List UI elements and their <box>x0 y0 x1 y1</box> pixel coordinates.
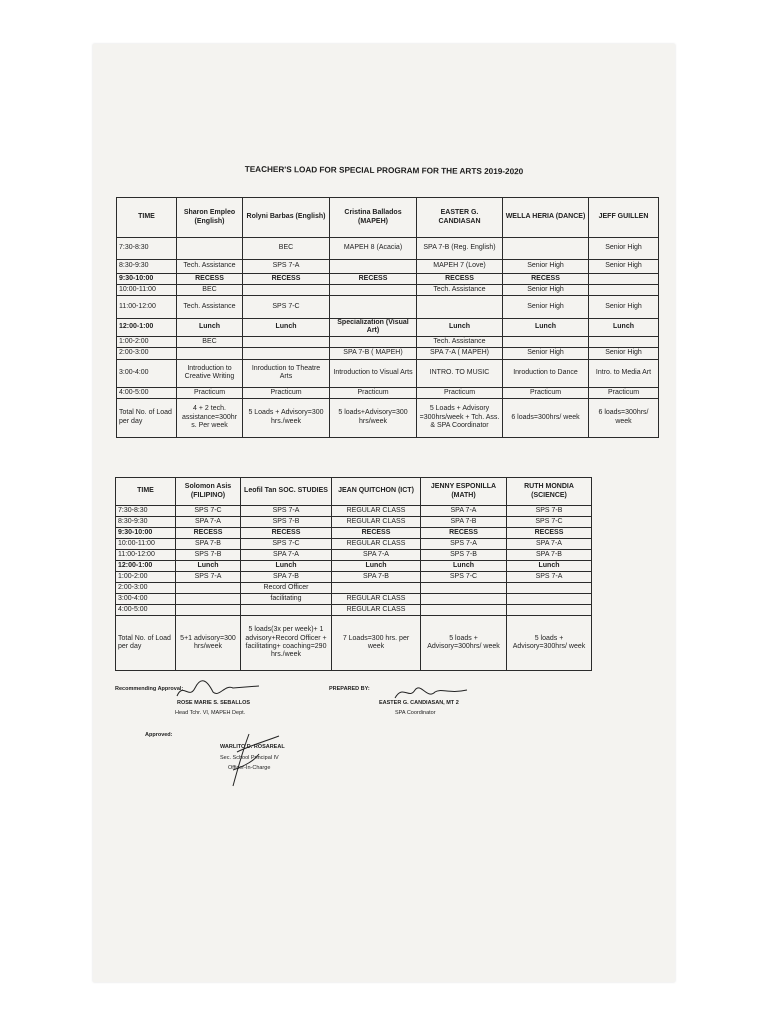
schedule-cell: SPA 7-B <box>332 572 421 583</box>
schedule-cell: Senior High <box>503 260 589 274</box>
schedule-cell: 5 loads + Advisory=300hrs/ week <box>507 616 592 671</box>
approved-label: Approved: <box>145 732 173 738</box>
schedule-cell: 5 Loads + Advisory =300hrs/week + Tch. Ass. & SPA Coordinator <box>417 398 503 437</box>
schedule-cell: Practicum <box>243 387 330 398</box>
schedule-cell: SPA 7-B ( MAPEH) <box>330 347 417 359</box>
table-row <box>117 274 659 285</box>
schedule-cell: SPS 7-C <box>241 539 332 550</box>
table-row <box>117 398 659 437</box>
schedule-cell: Senior High <box>503 285 589 296</box>
prepared-title: SPA Coordinator <box>395 710 436 716</box>
schedule-cell: Tech. Assistance <box>417 336 503 347</box>
schedule-cell: REGULAR CLASS <box>332 517 421 528</box>
schedule-cell: 5+1 advisory=300 hrs/week <box>176 616 241 671</box>
schedule-cell: Practicum <box>177 387 243 398</box>
approved-name: WARLITO D. ROSAREAL <box>220 744 285 750</box>
schedule-cell: BEC <box>177 336 243 347</box>
schedule-cell: SPS 7-B <box>241 517 332 528</box>
schedule-cell <box>330 285 417 296</box>
schedule-cell <box>176 594 241 605</box>
schedule-cell: SPA 7-B (Reg. English) <box>417 238 503 260</box>
table-row <box>117 347 659 359</box>
time-cell: 4:00-5:00 <box>116 605 176 616</box>
time-cell: 1:00-2:00 <box>116 572 176 583</box>
time-cell: 2:00-3:00 <box>116 583 176 594</box>
table-row <box>117 285 659 296</box>
time-cell: 7:30-8:30 <box>117 238 177 260</box>
time-cell: 8:30-9:30 <box>116 517 176 528</box>
approved-signature <box>219 730 289 794</box>
schedule-cell <box>243 336 330 347</box>
time-cell: 12:00-1:00 <box>116 561 176 572</box>
table-row <box>117 296 659 319</box>
schedule-cell <box>507 594 592 605</box>
table-row <box>116 616 592 671</box>
schedule-cell: Lunch <box>177 319 243 337</box>
header-cell: Sharon Empleo (English) <box>177 198 243 238</box>
schedule-cell: 5 Loads + Advisory=300 hrs./week <box>243 398 330 437</box>
time-cell: 7:30-8:30 <box>116 506 176 517</box>
schedule-cell: REGULAR CLASS <box>332 594 421 605</box>
recommending-label: Recommending Approval: <box>115 686 184 692</box>
schedule-cell: Lunch <box>507 561 592 572</box>
table-row <box>117 359 659 387</box>
schedule-cell: Introduction to Visual Arts <box>330 359 417 387</box>
schedule-cell: INTRO. TO MUSIC <box>417 359 503 387</box>
schedule-cell <box>507 605 592 616</box>
schedule-cell: Senior High <box>589 296 659 319</box>
table-header-row <box>116 478 592 506</box>
schedule-cell <box>330 296 417 319</box>
time-cell: 12:00-1:00 <box>117 319 177 337</box>
header-cell: JENNY ESPONILLA (MATH) <box>421 478 507 506</box>
table-row <box>116 528 592 539</box>
header-cell: TIME <box>117 198 177 238</box>
schedule-cell: SPS 7-A <box>241 506 332 517</box>
schedule-cell: SPA 7-A <box>241 550 332 561</box>
time-cell: 9:30-10:00 <box>116 528 176 539</box>
prepared-label: PREPARED BY: <box>329 686 370 692</box>
schedule-cell <box>589 336 659 347</box>
document-page <box>93 44 675 982</box>
time-cell: 9:30-10:00 <box>117 274 177 285</box>
header-cell: Cristina Ballados (MAPEH) <box>330 198 417 238</box>
schedule-cell: SPA 7-B <box>176 539 241 550</box>
schedule-cell: RECESS <box>421 528 507 539</box>
time-cell: 11:00-12:00 <box>117 296 177 319</box>
header-cell: JEFF GUILLEN <box>589 198 659 238</box>
schedule-cell: Senior High <box>503 296 589 319</box>
prepared-name: EASTER G. CANDIASAN, MT 2 <box>379 700 459 706</box>
schedule-cell: Lunch <box>176 561 241 572</box>
time-cell: 1:00-2:00 <box>117 336 177 347</box>
schedule-cell <box>417 296 503 319</box>
schedule-cell: SPS 7-B <box>421 550 507 561</box>
schedule-cell: Inroduction to Dance <box>503 359 589 387</box>
schedule-cell <box>243 285 330 296</box>
schedule-cell: RECESS <box>243 274 330 285</box>
schedule-cell <box>330 336 417 347</box>
schedule-cell: RECESS <box>507 528 592 539</box>
document-title: TEACHER'S LOAD FOR SPECIAL PROGRAM FOR THE ARTS 2019-2020 <box>244 164 524 177</box>
schedule-cell <box>177 347 243 359</box>
header-cell: WELLA HERIA (DANCE) <box>503 198 589 238</box>
schedule-cell <box>421 583 507 594</box>
schedule-cell: Practicum <box>503 387 589 398</box>
schedule-cell <box>330 260 417 274</box>
table-header-row <box>117 198 659 238</box>
recommending-signature <box>173 676 263 702</box>
schedule-cell: Introduction to Creative Writing <box>177 359 243 387</box>
schedule-cell: RECESS <box>241 528 332 539</box>
schedule-cell <box>589 274 659 285</box>
table-row <box>117 319 659 337</box>
approved-title: Sec. School Principal IV <box>220 755 279 761</box>
schedule-cell: Specialization (Visual Art) <box>330 319 417 337</box>
table-row <box>116 572 592 583</box>
table-row <box>117 260 659 274</box>
table-row <box>116 550 592 561</box>
schedule-cell <box>589 285 659 296</box>
schedule-cell: SPA 7-B <box>507 550 592 561</box>
schedule-cell: Inroduction to Theatre Arts <box>243 359 330 387</box>
schedule-cell: 5 loads+Advisory=300 hrs/week <box>330 398 417 437</box>
table-row <box>116 539 592 550</box>
time-cell: Total No. of Load per day <box>116 616 176 671</box>
schedule-cell: MAPEH 7 (Love) <box>417 260 503 274</box>
schedule-cell: RECESS <box>417 274 503 285</box>
schedule-cell: SPS 7-C <box>421 572 507 583</box>
schedule-cell: 4 + 2 tech. assistance=300hr s. Per week <box>177 398 243 437</box>
schedule-cell <box>421 594 507 605</box>
schedule-cell: SPS 7-A <box>243 260 330 274</box>
schedule-cell: Practicum <box>330 387 417 398</box>
schedule-cell: SPA 7-A <box>507 539 592 550</box>
header-cell: Rolyni Barbas (English) <box>243 198 330 238</box>
schedule-cell: 6 loads=300hrs/ week <box>589 398 659 437</box>
schedule-cell: Tech. Assistance <box>177 296 243 319</box>
time-cell: 8:30-9:30 <box>117 260 177 274</box>
schedule-cell: Intro. to Media Art <box>589 359 659 387</box>
schedule-cell <box>176 583 241 594</box>
schedule-cell: facilitating <box>241 594 332 605</box>
schedule-cell: 5 loads + Advisory=300hrs/ week <box>421 616 507 671</box>
schedule-cell <box>332 583 421 594</box>
schedule-cell: Senior High <box>589 347 659 359</box>
schedule-cell: Lunch <box>589 319 659 337</box>
schedule-cell: BEC <box>243 238 330 260</box>
schedule-cell: Practicum <box>417 387 503 398</box>
schedule-cell: Practicum <box>589 387 659 398</box>
recommending-title: Head Tchr. VI, MAPEH Dept. <box>175 710 246 716</box>
schedule-table-academic <box>115 477 592 671</box>
table-row <box>116 506 592 517</box>
schedule-cell <box>177 238 243 260</box>
schedule-cell: SPA 7-B <box>241 572 332 583</box>
schedule-cell: RECESS <box>176 528 241 539</box>
schedule-cell: SPS 7-C <box>176 506 241 517</box>
time-cell: 10:00-11:00 <box>116 539 176 550</box>
schedule-cell: 7 Loads=300 hrs. per week <box>332 616 421 671</box>
header-cell: Leofil Tan SOC. STUDIES <box>241 478 332 506</box>
schedule-cell: Senior High <box>589 260 659 274</box>
schedule-cell <box>421 605 507 616</box>
recommending-name: ROSE MARIE S. SEBALLOS <box>177 700 251 706</box>
schedule-cell: MAPEH 8 (Acacia) <box>330 238 417 260</box>
schedule-cell: Lunch <box>417 319 503 337</box>
prepared-signature <box>391 680 471 704</box>
table-row <box>116 605 592 616</box>
schedule-cell: Record Officer <box>241 583 332 594</box>
table-row <box>117 336 659 347</box>
header-cell: JEAN QUITCHON (ICT) <box>332 478 421 506</box>
header-cell: EASTER G. CANDIASAN <box>417 198 503 238</box>
table-row <box>117 387 659 398</box>
time-cell: 4:00-5:00 <box>117 387 177 398</box>
schedule-cell <box>241 605 332 616</box>
header-cell: TIME <box>116 478 176 506</box>
approved-title-2: Officer-In-Charge <box>228 765 271 771</box>
schedule-cell: 5 loads(3x per week)+ 1 advisory+Record Officer + facilitating+ coaching=290 hrs./week <box>241 616 332 671</box>
schedule-cell: SPS 7-B <box>176 550 241 561</box>
schedule-cell: RECESS <box>177 274 243 285</box>
schedule-cell: Senior High <box>589 238 659 260</box>
schedule-cell: SPS 7-A <box>507 572 592 583</box>
schedule-cell: Lunch <box>243 319 330 337</box>
schedule-cell: REGULAR CLASS <box>332 506 421 517</box>
schedule-cell: SPS 7-A <box>176 572 241 583</box>
table-row <box>116 517 592 528</box>
schedule-cell: Senior High <box>503 347 589 359</box>
time-cell: 2:00-3:00 <box>117 347 177 359</box>
schedule-cell: SPA 7-B <box>421 517 507 528</box>
schedule-cell: 6 loads=300hrs/ week <box>503 398 589 437</box>
schedule-table-arts <box>116 197 659 438</box>
schedule-cell: SPA 7-A ( MAPEH) <box>417 347 503 359</box>
time-cell: 10:00-11:00 <box>117 285 177 296</box>
schedule-cell: REGULAR CLASS <box>332 605 421 616</box>
schedule-cell: SPA 7-A <box>176 517 241 528</box>
header-cell: RUTH MONDIA (SCIENCE) <box>507 478 592 506</box>
time-cell: 11:00-12:00 <box>116 550 176 561</box>
schedule-cell: Tech. Assistance <box>177 260 243 274</box>
schedule-cell <box>503 336 589 347</box>
schedule-cell <box>243 347 330 359</box>
schedule-cell: SPS 7-B <box>507 506 592 517</box>
schedule-cell <box>507 583 592 594</box>
schedule-cell: RECESS <box>503 274 589 285</box>
table-row <box>117 238 659 260</box>
schedule-cell: SPS 7-C <box>243 296 330 319</box>
schedule-cell: Tech. Assistance <box>417 285 503 296</box>
schedule-cell: SPS 7-A <box>421 539 507 550</box>
schedule-cell: RECESS <box>330 274 417 285</box>
table-row <box>116 583 592 594</box>
header-cell: Solomon Asis (FILIPINO) <box>176 478 241 506</box>
schedule-cell <box>503 238 589 260</box>
schedule-cell: SPA 7-A <box>421 506 507 517</box>
schedule-cell: Lunch <box>503 319 589 337</box>
time-cell: Total No. of Load per day <box>117 398 177 437</box>
schedule-cell: Lunch <box>332 561 421 572</box>
schedule-cell: Lunch <box>241 561 332 572</box>
schedule-cell: RECESS <box>332 528 421 539</box>
schedule-cell: REGULAR CLASS <box>332 539 421 550</box>
time-cell: 3:00-4:00 <box>117 359 177 387</box>
table-row <box>116 561 592 572</box>
time-cell: 3:00-4:00 <box>116 594 176 605</box>
schedule-cell: SPS 7-C <box>507 517 592 528</box>
table-row <box>116 594 592 605</box>
schedule-cell: BEC <box>177 285 243 296</box>
schedule-cell <box>176 605 241 616</box>
schedule-cell: SPA 7-A <box>332 550 421 561</box>
schedule-cell: Lunch <box>421 561 507 572</box>
